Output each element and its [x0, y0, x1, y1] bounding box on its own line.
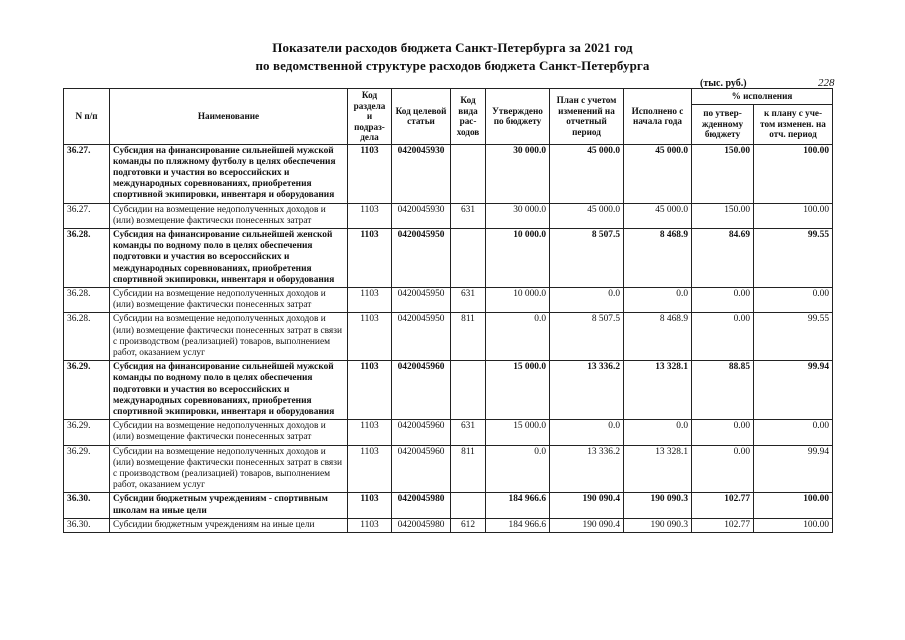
cell-pct-approved: 150.00: [692, 144, 754, 203]
cell-expense: 631: [451, 203, 486, 228]
cell-plan: 0.0: [550, 287, 624, 312]
cell-section: 1103: [348, 445, 392, 493]
document-title-line2: по ведомственной структуре расходов бюджета Санкт-Петербурга: [255, 58, 650, 73]
cell-section: 1103: [348, 203, 392, 228]
budget-table: [63, 88, 833, 533]
cell-plan: 13 336.2: [550, 361, 624, 420]
cell-pct-approved: 0.00: [692, 313, 754, 361]
cell-num: 36.30.: [64, 518, 110, 532]
cell-target: 0420045960: [392, 445, 451, 493]
cell-approved: 0.0: [486, 445, 550, 493]
cell-executed: 0.0: [624, 420, 692, 445]
cell-approved: 15 000.0: [486, 361, 550, 420]
cell-pct-plan: 0.00: [754, 287, 833, 312]
cell-name: Субсидии на возмещение недополученных доходов и (или) возмещение фактически понесенных затрат: [110, 203, 348, 228]
table-row: [64, 445, 833, 493]
header-expense: Код вида рас-ходов: [451, 89, 486, 145]
cell-executed: 13 328.1: [624, 445, 692, 493]
cell-num: 36.27.: [64, 144, 110, 203]
cell-approved: 10 000.0: [486, 287, 550, 312]
cell-approved: 10 000.0: [486, 228, 550, 287]
table-row: [64, 228, 833, 287]
cell-pct-approved: 102.77: [692, 493, 754, 518]
cell-section: 1103: [348, 313, 392, 361]
cell-name: Субсидии бюджетным учреждениям на иные цели: [110, 518, 348, 532]
cell-name: Субсидия на финансирование сильнейшей женской команды по водному поло в целях обеспечения подготовки и участия во всероссийских и международных соревнованиях, приобретения спортивной экипировки, инвентаря и оборудования: [110, 228, 348, 287]
table-row: [64, 203, 833, 228]
cell-section: 1103: [348, 144, 392, 203]
cell-plan: 8 507.5: [550, 228, 624, 287]
cell-num: 36.29.: [64, 361, 110, 420]
cell-expense: [451, 361, 486, 420]
cell-executed: 190 090.3: [624, 518, 692, 532]
cell-approved: 184 966.6: [486, 518, 550, 532]
cell-target: 0420045930: [392, 144, 451, 203]
cell-num: 36.28.: [64, 287, 110, 312]
cell-target: 0420045950: [392, 287, 451, 312]
table-row: [64, 144, 833, 203]
document-title-line1: Показатели расходов бюджета Санкт-Петербурга за 2021 год: [272, 40, 633, 55]
cell-pct-approved: 0.00: [692, 420, 754, 445]
header-target: Код целевой статьи: [392, 89, 451, 145]
units-label: (тыс. руб.): [700, 78, 747, 89]
cell-num: 36.29.: [64, 420, 110, 445]
cell-expense: [451, 228, 486, 287]
cell-target: 0420045960: [392, 420, 451, 445]
cell-approved: 184 966.6: [486, 493, 550, 518]
cell-pct-approved: 84.69: [692, 228, 754, 287]
cell-expense: 811: [451, 445, 486, 493]
header-name: Наименование: [110, 89, 348, 145]
cell-approved: 30 000.0: [486, 203, 550, 228]
cell-executed: 8 468.9: [624, 228, 692, 287]
cell-pct-approved: 150.00: [692, 203, 754, 228]
cell-section: 1103: [348, 493, 392, 518]
cell-approved: 15 000.0: [486, 420, 550, 445]
cell-name: Субсидии на возмещение недополученных доходов и (или) возмещение фактически понесенных затрат: [110, 287, 348, 312]
cell-target: 0420045980: [392, 518, 451, 532]
header-pct-approved: по утвер-жденному бюджету: [692, 104, 754, 144]
header-pct-plan: к плану с уче-том изменен. на отч. период: [754, 104, 833, 144]
table-row: [64, 361, 833, 420]
header-num: N п/п: [64, 89, 110, 145]
cell-num: 36.28.: [64, 228, 110, 287]
table-body: [64, 144, 833, 533]
table-row: [64, 493, 833, 518]
cell-plan: 8 507.5: [550, 313, 624, 361]
cell-pct-approved: 88.85: [692, 361, 754, 420]
cell-pct-approved: 0.00: [692, 287, 754, 312]
cell-plan: 190 090.4: [550, 493, 624, 518]
cell-target: 0420045930: [392, 203, 451, 228]
cell-pct-plan: 100.00: [754, 493, 833, 518]
cell-plan: 45 000.0: [550, 144, 624, 203]
cell-pct-plan: 100.00: [754, 203, 833, 228]
header-approved: Утверждено по бюджету: [486, 89, 550, 145]
cell-expense: 631: [451, 287, 486, 312]
cell-section: 1103: [348, 361, 392, 420]
cell-pct-plan: 99.55: [754, 313, 833, 361]
table-row: [64, 518, 833, 532]
cell-target: 0420045950: [392, 313, 451, 361]
cell-pct-plan: 99.94: [754, 361, 833, 420]
cell-executed: 190 090.3: [624, 493, 692, 518]
cell-approved: 0.0: [486, 313, 550, 361]
cell-pct-plan: 0.00: [754, 420, 833, 445]
cell-name: Субсидии на возмещение недополученных доходов и (или) возмещение фактически понесенных затрат: [110, 420, 348, 445]
cell-name: Субсидии на возмещение недополученных доходов и (или) возмещение фактически понесенных затрат в связи с производством (реализацией) товаров, выполнением работ, оказанием услуг: [110, 445, 348, 493]
cell-num: 36.29.: [64, 445, 110, 493]
cell-approved: 30 000.0: [486, 144, 550, 203]
cell-pct-plan: 99.55: [754, 228, 833, 287]
cell-target: 0420045950: [392, 228, 451, 287]
cell-executed: 45 000.0: [624, 203, 692, 228]
header-plan: План с учетом изменений на отчетный период: [550, 89, 624, 145]
page-number: 228: [818, 77, 835, 89]
cell-expense: [451, 144, 486, 203]
cell-executed: 0.0: [624, 287, 692, 312]
cell-name: Субсидия на финансирование сильнейшей мужской команды по пляжному футболу в целях обеспечения подготовки и участия во всероссийских и международных соревнованиях, приобретения спортивной экипировки, инвентаря и оборудования: [110, 144, 348, 203]
header-section: Код раздела и подраз-дела: [348, 89, 392, 145]
cell-pct-plan: 100.00: [754, 518, 833, 532]
cell-section: 1103: [348, 228, 392, 287]
cell-pct-approved: 0.00: [692, 445, 754, 493]
table-row: [64, 287, 833, 312]
cell-executed: 13 328.1: [624, 361, 692, 420]
cell-expense: 612: [451, 518, 486, 532]
cell-plan: 190 090.4: [550, 518, 624, 532]
cell-section: 1103: [348, 420, 392, 445]
cell-section: 1103: [348, 518, 392, 532]
cell-expense: 631: [451, 420, 486, 445]
cell-section: 1103: [348, 287, 392, 312]
cell-plan: 13 336.2: [550, 445, 624, 493]
cell-target: 0420045960: [392, 361, 451, 420]
cell-name: Субсидия на финансирование сильнейшей мужской команды по водному поло в целях обеспечения подготовки и участия во всероссийских и международных соревнованиях, приобретения спортивной экипировки, инвентаря и оборудования: [110, 361, 348, 420]
cell-executed: 8 468.9: [624, 313, 692, 361]
cell-pct-approved: 102.77: [692, 518, 754, 532]
cell-plan: 0.0: [550, 420, 624, 445]
cell-num: 36.27.: [64, 203, 110, 228]
cell-name: Субсидии на возмещение недополученных доходов и (или) возмещение фактически понесенных затрат в связи с производством (реализацией) товаров, выполнением работ, оказанием услуг: [110, 313, 348, 361]
cell-executed: 45 000.0: [624, 144, 692, 203]
cell-expense: 811: [451, 313, 486, 361]
cell-plan: 45 000.0: [550, 203, 624, 228]
cell-expense: [451, 493, 486, 518]
cell-num: 36.30.: [64, 493, 110, 518]
header-executed: Исполнено с начала года: [624, 89, 692, 145]
cell-target: 0420045980: [392, 493, 451, 518]
table-row: [64, 420, 833, 445]
header-pct-group: % исполнения: [692, 89, 833, 105]
cell-name: Субсидии бюджетным учреждениям - спортивным школам на иные цели: [110, 493, 348, 518]
cell-pct-plan: 99.94: [754, 445, 833, 493]
table-row: [64, 313, 833, 361]
cell-num: 36.28.: [64, 313, 110, 361]
cell-pct-plan: 100.00: [754, 144, 833, 203]
